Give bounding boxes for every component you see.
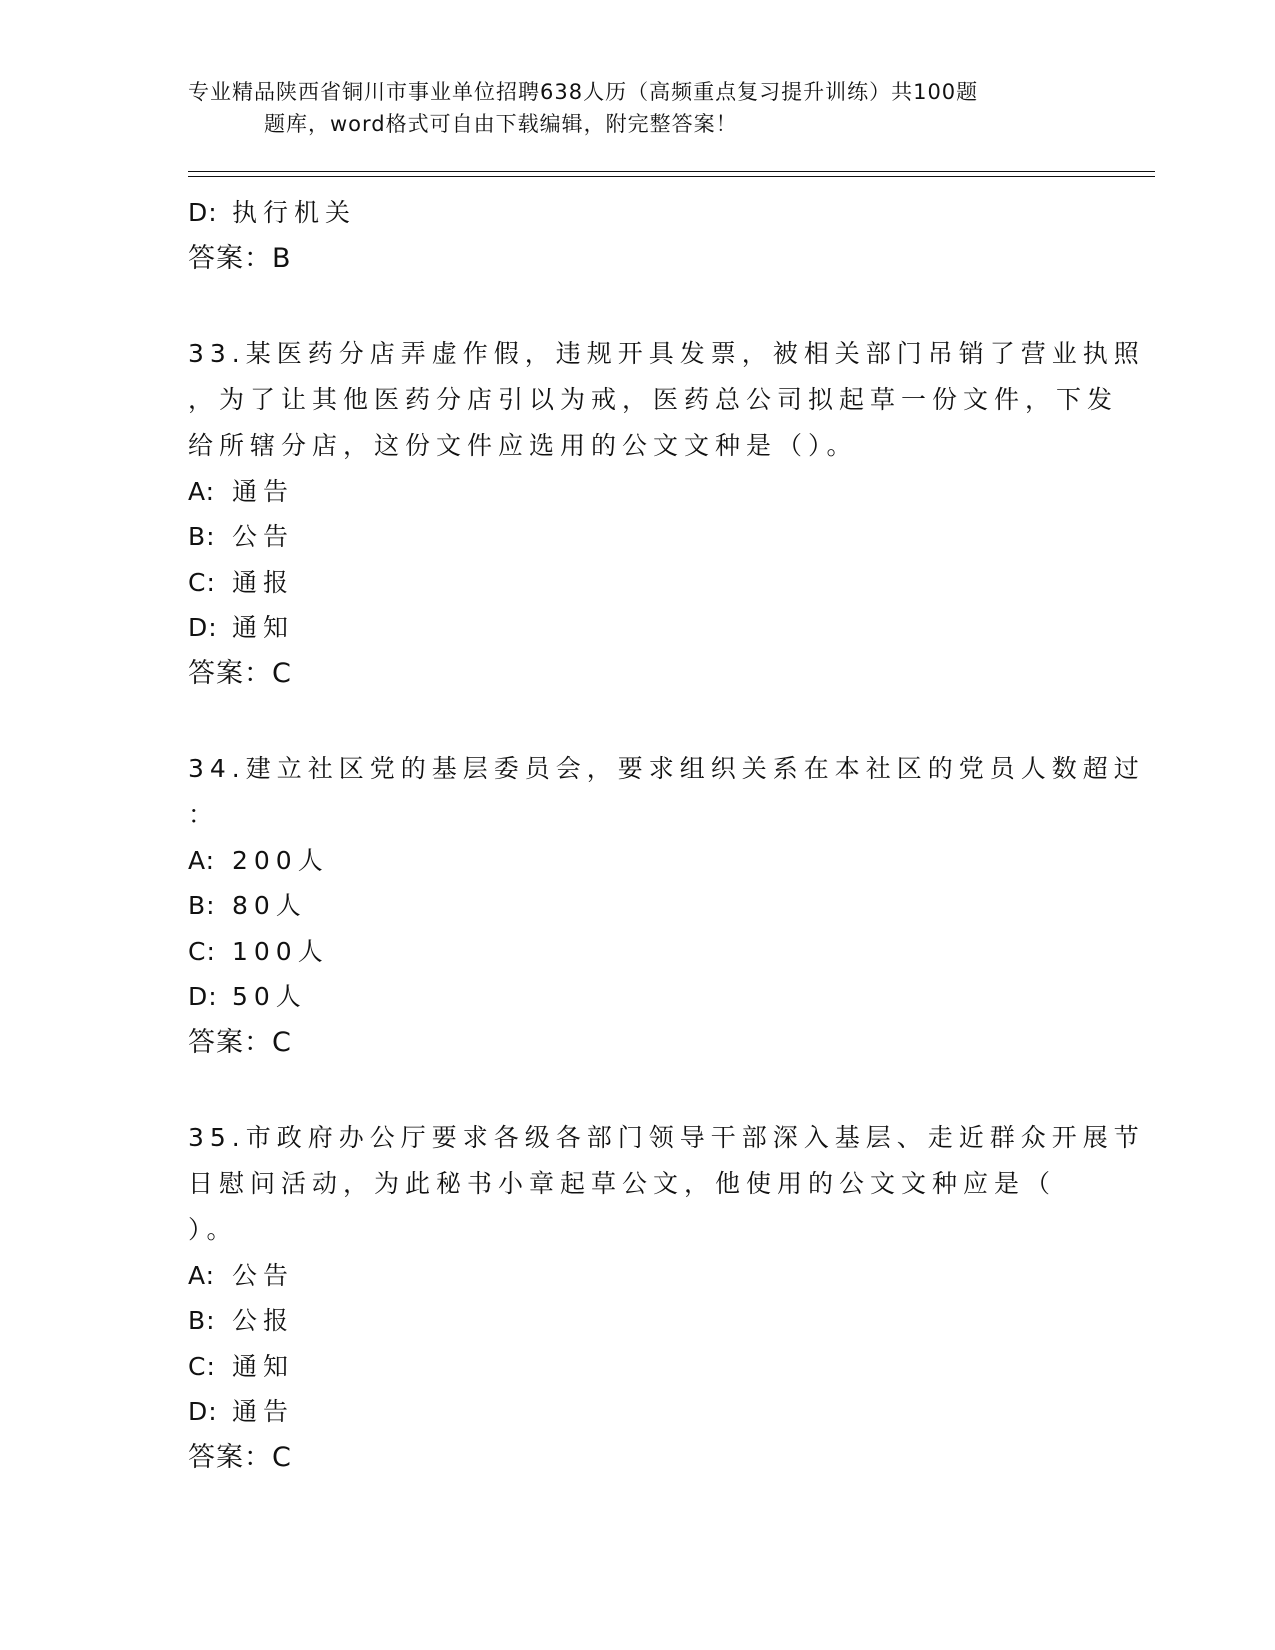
option-label: A:: [188, 845, 216, 875]
question-text-line: ：: [188, 799, 220, 829]
option-item: [188, 883, 1088, 929]
option-text: 通告: [232, 476, 295, 506]
option-text: 公报: [232, 1306, 295, 1335]
option-item: [188, 929, 1088, 975]
question-text-line: 给所辖分店，这份文件应选用的公文文种是（）。: [188, 430, 858, 460]
header-rule-top: [188, 171, 1155, 172]
option-label: A:: [188, 476, 216, 506]
question-text-line: ，为了让其他医药分店引以为戒，医药总公司拟起草一份文件，下发: [188, 384, 1119, 414]
option-label: D:: [188, 1397, 218, 1426]
option-label: B:: [188, 891, 216, 920]
question-block: [188, 331, 1145, 696]
option-item: [188, 514, 1088, 560]
answer-line: 答案：C: [188, 657, 292, 689]
option-text: 50人: [232, 982, 307, 1011]
option-text: 通报: [232, 567, 295, 597]
question-text-line: 33.某医药分店弄虚作假，违规开具发票，被相关部门吊销了营业执照: [188, 338, 1145, 368]
document-body: [188, 190, 1145, 1480]
option-item: [188, 1298, 1088, 1344]
header-title-line1: 专业精品陕西省铜川市事业单位招聘638人历（高频重点复习提升训练）共100题: [188, 80, 979, 104]
option-item: [188, 1389, 1088, 1435]
option-text: 100人: [232, 936, 329, 966]
option-text: 通知: [232, 613, 295, 642]
option-item: [188, 1344, 1088, 1390]
answer-line: 答案：C: [188, 1026, 292, 1058]
option-label: B:: [188, 522, 216, 551]
option-item: [188, 605, 1088, 651]
document-header: [188, 76, 1088, 140]
option-label: A:: [188, 1260, 216, 1290]
option-label: C:: [188, 567, 216, 597]
header-rule-bottom: [188, 176, 1155, 177]
option-text: 执行机关: [232, 198, 357, 227]
option-item: [188, 560, 1088, 606]
option-label: B:: [188, 1306, 216, 1335]
question-text-line: 35.市政府办公厅要求各级各部门领导干部深入基层、走近群众开展节: [188, 1122, 1145, 1152]
question-text-line: 日慰问活动，为此秘书小章起草公文，他使用的公文文种应是（: [188, 1168, 1057, 1198]
question-block: [188, 746, 1145, 1065]
option-label: C:: [188, 1351, 216, 1381]
option-text: 公告: [232, 1260, 295, 1290]
option-item: [188, 190, 1088, 236]
option-item: [188, 838, 1088, 884]
option-item: [188, 1253, 1088, 1299]
option-label: D:: [188, 198, 218, 227]
option-item: [188, 974, 1088, 1020]
option-label: D:: [188, 982, 218, 1011]
question-text-line: 34.建立社区党的基层委员会，要求组织关系在本社区的党员人数超过: [188, 753, 1145, 783]
option-text: 通告: [232, 1397, 295, 1426]
header-title-line2: 题库，word格式可自由下载编辑，附完整答案！: [264, 112, 738, 136]
option-text: 80人: [232, 891, 307, 920]
question-block: [188, 1115, 1145, 1480]
option-text: 通知: [232, 1351, 295, 1381]
answer-line: 答案：B: [188, 242, 292, 274]
answer-line: 答案：C: [188, 1441, 292, 1473]
option-text: 公告: [232, 522, 295, 551]
option-text: 200人: [232, 845, 329, 875]
option-item: [188, 469, 1088, 515]
option-label: D:: [188, 613, 218, 642]
question-text-line: ）。: [188, 1214, 238, 1244]
option-label: C:: [188, 936, 216, 966]
